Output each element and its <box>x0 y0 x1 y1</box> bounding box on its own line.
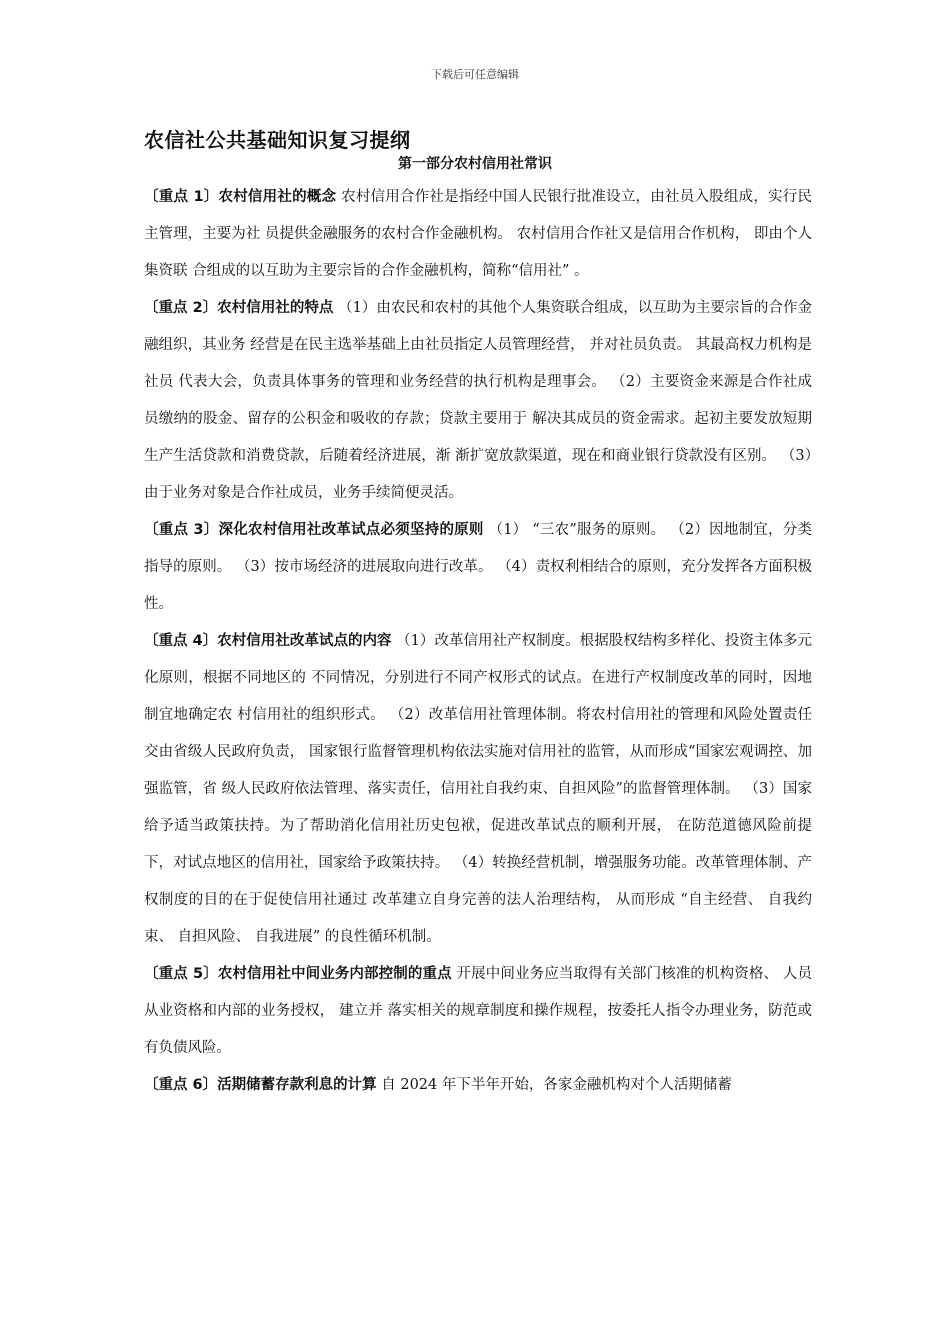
key-point-heading: 〔重点 1〕农村信用社的概念 <box>144 189 337 205</box>
key-point-text: 开展中间业务应当取得有关部门核准的机构资格、 人员从业资格和内部的业务授权， 建立并 落实相关的规章制度和操作规程，按委托人指令办理业务，防范或有负债风险。 <box>144 966 812 1056</box>
key-point-text: 农村信用合作社是指经中国人民银行批准设立，由社员入股组成，实行民主管理，主要为社 员提供金融服务的农村合作金融机构。 农村信用合作社又是信用合作机构， 即由个人集资联 合组成的以互助为主要宗旨的合作金融机构，简称“信用社” 。 <box>144 189 813 279</box>
key-point-4 <box>144 623 812 956</box>
key-point-1 <box>144 179 812 290</box>
key-point-heading: 〔重点 3〕深化农村信用社改革试点必须坚持的原则 <box>144 522 484 538</box>
section-title: 第一部分农村信用社常识 <box>398 156 552 172</box>
key-point-5 <box>144 956 812 1067</box>
header-note: 下载后可任意编辑 <box>431 68 519 81</box>
key-point-text: （1）改革信用社产权制度。根据股权结构多样化、投资主体多元化原则，根据不同地区的 不同情况，分别进行不同产权形式的试点。在进行产权制度改革的同时，因地制宜地确定农 村信用社的组织形式。 （2）改革信用社管理体制。将农村信用社的管理和风险处置责任交由省级人民政府负责， 国家银行监督管理机构依法实施对信用社的监管，从而形成“国家宏观调控、加强监管，省 级人民政府依法管理、落实责任，信用社自我约束、自担风险”的监督管理体制。 （3）国家给予适当政策扶持。为了帮助消化信用社历史包袱，促进改革试点的顺利开展， 在防范道德风险前提下，对试点地区的信用社，国家给予政策扶持。 （4）转换经营机制，增强服务功能。改革管理体制、产权制度的目的在于促使信用社通过 改革建立自身完善的法人治理结构， 从而形成 “自主经营、 自我约束、 自担风险、 自我进展” 的良性循环机制。 <box>144 633 812 945</box>
document-title: 农信社公共基础知识复习提纲 <box>144 128 411 152</box>
key-point-heading: 〔重点 6〕活期储蓄存款利息的计算 <box>144 1077 377 1093</box>
key-point-heading: 〔重点 2〕农村信用社的特点 <box>144 300 334 316</box>
key-point-text: （1）由农民和农村的其他个人集资联合组成，以互助为主要宗旨的合作金融组织，其业务 经营是在民主选举基础上由社员指定人员管理经营， 并对社员负责。 其最高权力机构是社员 代表大会，负责具体事务的管理和业务经营的执行机构是理事会。 （2）主要资金来源是合作社成员缴纳的股金、留存的公积金和吸收的存款；贷款主要用于 解决其成员的资金需求。起初主要发放短期生产生活贷款和消费贷款，后随着经济进展，渐 渐扩宽放款渠道，现在和商业银行贷款没有区别。 （3）由于业务对象是合作社成员，业务手续简便灵活。 <box>144 300 812 501</box>
key-point-heading: 〔重点 5〕农村信用社中间业务内部控制的重点 <box>144 966 452 982</box>
key-point-2 <box>144 290 812 512</box>
key-point-6 <box>144 1067 812 1104</box>
key-point-heading: 〔重点 4〕农村信用社改革试点的内容 <box>144 633 392 649</box>
key-point-text: （1） “三农”服务的原则。 （2）因地制宜，分类指导的原则。 （3）按市场经济的进展取向进行改革。 （4）责权利相结合的原则，充分发挥各方面积极性。 <box>144 522 812 612</box>
document-body <box>144 179 812 1104</box>
key-point-3 <box>144 512 812 623</box>
key-point-text: 自 2024 年下半年开始，各家金融机构对个人活期储蓄 <box>376 1077 732 1093</box>
